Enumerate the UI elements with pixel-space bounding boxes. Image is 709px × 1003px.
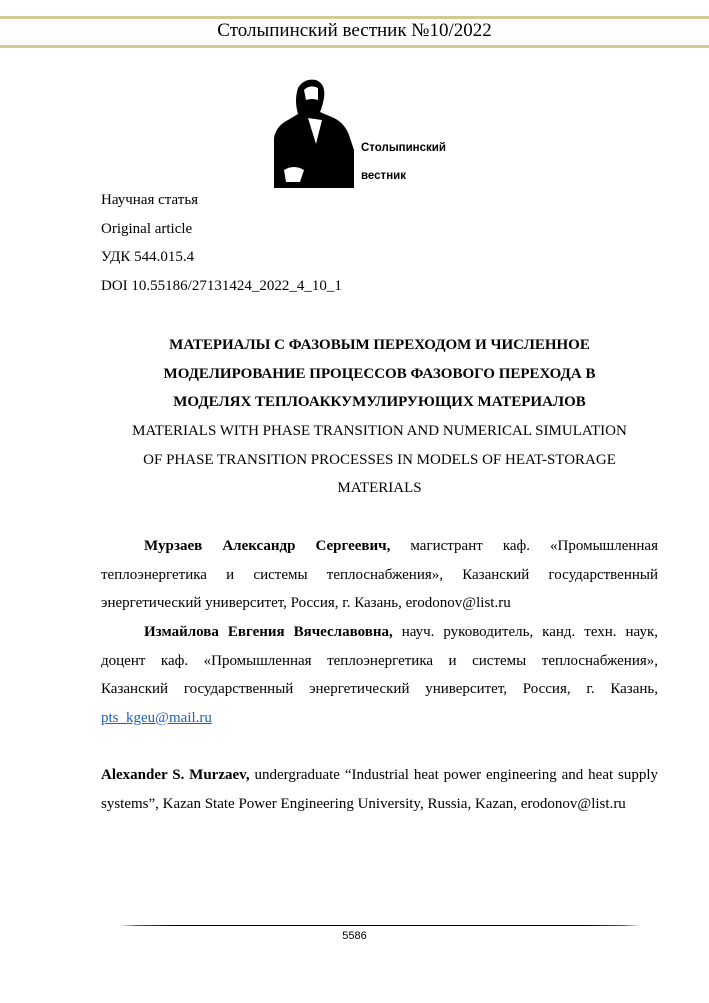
author-affiliation: науч. руководитель, канд. техн. наук, доцент каф. «Промышленная теплоэнергетика и системы теплоснабжения», Казанский государственный энергетический университет, Россия, г. Казань, — [101, 624, 658, 697]
udc-code: УДК 544.015.4 — [101, 249, 195, 265]
author-email-link[interactable]: pts_kgeu@mail.ru — [101, 709, 212, 726]
author-name: Alexander S. Murzaev, — [101, 767, 250, 783]
page-number: 5586 — [342, 930, 367, 942]
title-ru-line: МАТЕРИАЛЫ С ФАЗОВЫМ ПЕРЕХОДОМ И ЧИСЛЕННОЕ — [169, 337, 590, 353]
title-en-line: MATERIALS — [337, 480, 422, 496]
title-en-line: OF PHASE TRANSITION PROCESSES IN MODELS OF HEAT-STORAGE — [143, 451, 616, 468]
author-name: Измайлова Евгения Вячеславовна, — [144, 624, 393, 640]
header-rule-bottom — [0, 45, 709, 48]
title-ru-line: МОДЕЛИРОВАНИЕ ПРОЦЕССОВ ФАЗОВОГО ПЕРЕХОДА В — [163, 365, 596, 382]
logo-text-line2: вестник — [361, 170, 406, 182]
title-en-line: MATERIALS WITH PHASE TRANSITION AND NUMERICAL SIMULATION — [132, 423, 627, 439]
author-ru-1 — [101, 532, 658, 618]
author-name: Мурзаев Александр Сергеевич, — [144, 538, 391, 554]
author-ru-2 — [101, 618, 658, 732]
article-type-ru: Научная статья — [101, 192, 199, 208]
doi: DOI 10.55186/27131424_2022_4_10_1 — [101, 277, 342, 294]
author-affiliation: магистрант каф. «Промышленная теплоэнергетика и системы теплоснабжения», Казанский государственный энергетический университет, Россия, г. Казань, erodonov@list.ru — [101, 538, 658, 611]
title-ru-line: МОДЕЛЯХ ТЕПЛОАККУМУЛИРУЮЩИХ МАТЕРИАЛОВ — [173, 394, 586, 410]
author-affiliation: undergraduate “Industrial heat power engineering and heat supply systems”, Kazan State Power Engineering University, Russia, Kazan, erodonov@list.ru — [101, 767, 658, 812]
journal-header-title: Столыпинский вестник №10/2022 — [217, 20, 492, 41]
article-type-en: Original article — [101, 220, 193, 237]
title-english — [101, 417, 658, 503]
article-meta — [101, 186, 342, 300]
author-en-1 — [101, 761, 658, 818]
footer-rule — [122, 925, 638, 926]
logo-text-line1: Столыпинский — [361, 142, 446, 154]
title-russian — [101, 331, 658, 417]
